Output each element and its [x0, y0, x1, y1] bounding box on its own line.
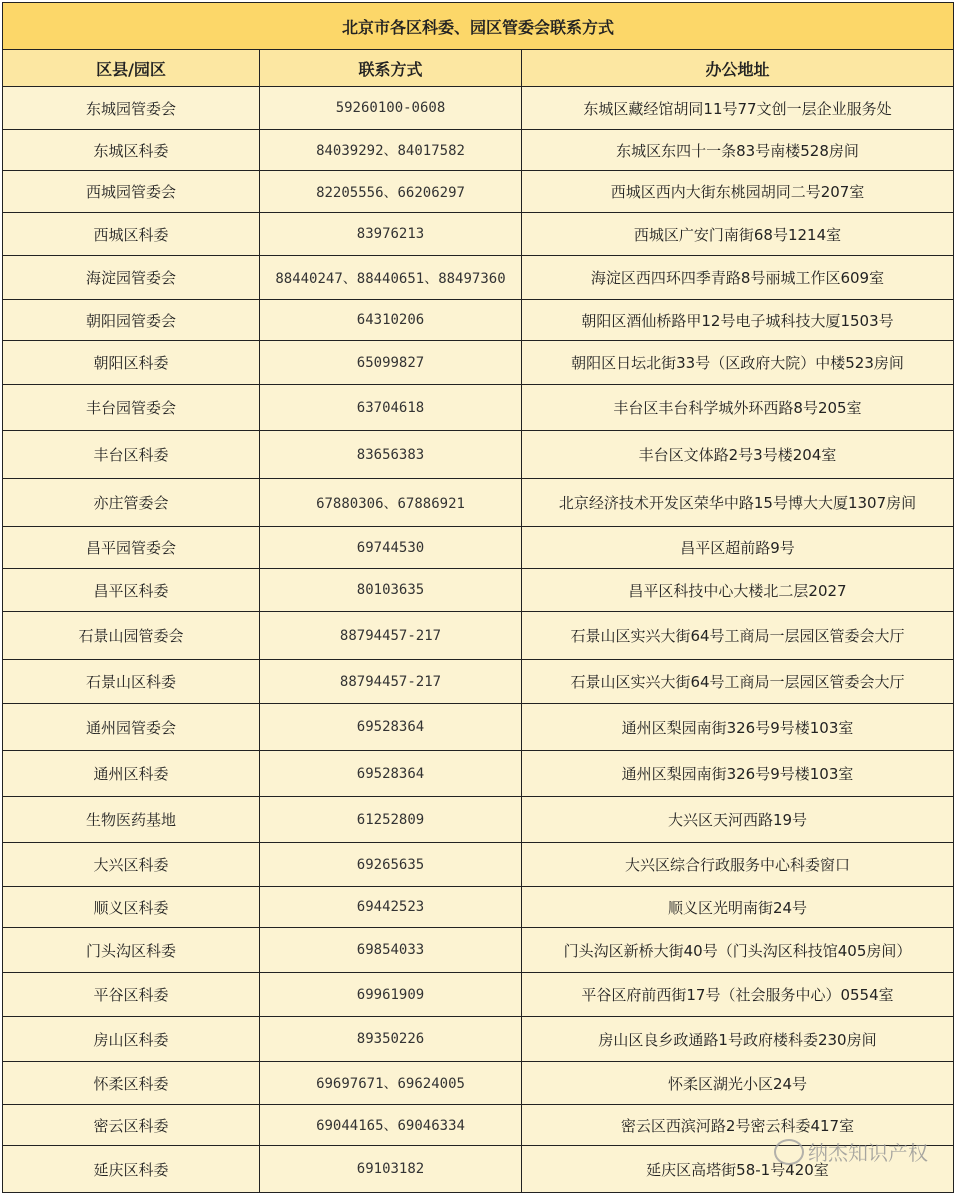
- table-row: [3, 431, 954, 479]
- phone-cell: 69265635: [260, 843, 522, 887]
- table-title: 北京市各区科委、园区管委会联系方式: [3, 3, 954, 50]
- district-cell: 昌平园管委会: [3, 527, 260, 569]
- phone-cell: 64310206: [260, 300, 522, 341]
- address-cell: 大兴区综合行政服务中心科委窗口: [522, 843, 954, 887]
- table-row: [3, 660, 954, 704]
- district-cell: 西城区科委: [3, 213, 260, 256]
- address-cell: 朝阳区酒仙桥路甲12号电子城科技大厦1503号: [522, 300, 954, 341]
- phone-cell: 63704618: [260, 385, 522, 431]
- contact-table-container: [2, 2, 953, 1193]
- district-cell: 石景山区科委: [3, 660, 260, 704]
- table-row: [3, 479, 954, 527]
- phone-cell: 61252809: [260, 797, 522, 843]
- address-cell: 丰台区文体路2号3号楼204室: [522, 431, 954, 479]
- header-district: 区县/园区: [3, 50, 260, 87]
- district-cell: 丰台园管委会: [3, 385, 260, 431]
- table-row: [3, 527, 954, 569]
- address-cell: 怀柔区湖光小区24号: [522, 1062, 954, 1105]
- phone-cell: 69854033: [260, 928, 522, 973]
- table-row: [3, 612, 954, 660]
- table-row: [3, 213, 954, 256]
- phone-cell: 69103182: [260, 1146, 522, 1193]
- address-cell: 平谷区府前西街17号（社会服务中心）0554室: [522, 973, 954, 1017]
- district-cell: 朝阳园管委会: [3, 300, 260, 341]
- watermark: [774, 1137, 928, 1166]
- table-row: [3, 300, 954, 341]
- table-row: [3, 751, 954, 797]
- district-cell: 海淀园管委会: [3, 256, 260, 300]
- district-cell: 亦庄管委会: [3, 479, 260, 527]
- district-cell: 西城园管委会: [3, 171, 260, 213]
- district-cell: 通州园管委会: [3, 704, 260, 751]
- table-row: [3, 1062, 954, 1105]
- table-row: [3, 704, 954, 751]
- address-cell: 东城区东四十一条83号南楼528房间: [522, 130, 954, 171]
- address-cell: 门头沟区新桥大街40号（门头沟区科技馆405房间）: [522, 928, 954, 973]
- phone-cell: 69442523: [260, 887, 522, 928]
- address-cell: 西城区西内大街东桃园胡同二号207室: [522, 171, 954, 213]
- phone-cell: 67880306、67886921: [260, 479, 522, 527]
- phone-cell: 69744530: [260, 527, 522, 569]
- district-cell: 房山区科委: [3, 1017, 260, 1062]
- table-body: [3, 87, 954, 1193]
- district-cell: 生物医药基地: [3, 797, 260, 843]
- address-cell: 海淀区西四环四季青路8号丽城工作区609室: [522, 256, 954, 300]
- phone-cell: 89350226: [260, 1017, 522, 1062]
- phone-cell: 65099827: [260, 341, 522, 385]
- address-cell: 西城区广安门南街68号1214室: [522, 213, 954, 256]
- phone-cell: 69961909: [260, 973, 522, 1017]
- address-cell: 朝阳区日坛北街33号（区政府大院）中楼523房间: [522, 341, 954, 385]
- phone-cell: 69697671、69624005: [260, 1062, 522, 1105]
- phone-cell: 88794457-217: [260, 660, 522, 704]
- address-cell: 丰台区丰台科学城外环西路8号205室: [522, 385, 954, 431]
- district-cell: 朝阳区科委: [3, 341, 260, 385]
- wechat-icon: [774, 1139, 804, 1165]
- address-cell: 通州区梨园南街326号9号楼103室: [522, 704, 954, 751]
- address-cell: 房山区良乡政通路1号政府楼科委230房间: [522, 1017, 954, 1062]
- phone-cell: 82205556、66206297: [260, 171, 522, 213]
- phone-cell: 84039292、84017582: [260, 130, 522, 171]
- district-cell: 大兴区科委: [3, 843, 260, 887]
- phone-cell: 69044165、69046334: [260, 1105, 522, 1146]
- watermark-text: 纳杰知识产权: [808, 1141, 928, 1165]
- phone-cell: 80103635: [260, 569, 522, 612]
- address-cell: 东城区藏经馆胡同11号77文创一层企业服务处: [522, 87, 954, 130]
- table-row: [3, 928, 954, 973]
- address-cell: 密云区西滨河路2号密云科委417室: [522, 1105, 954, 1146]
- district-cell: 东城区科委: [3, 130, 260, 171]
- header-contact: 联系方式: [260, 50, 522, 87]
- phone-cell: 59260100-0608: [260, 87, 522, 130]
- district-cell: 怀柔区科委: [3, 1062, 260, 1105]
- address-cell: 大兴区天河西路19号: [522, 797, 954, 843]
- district-cell: 平谷区科委: [3, 973, 260, 1017]
- address-cell: 石景山区实兴大街64号工商局一层园区管委会大厅: [522, 612, 954, 660]
- table-row: [3, 887, 954, 928]
- table-row: [3, 256, 954, 300]
- table-row: [3, 130, 954, 171]
- table-row: [3, 87, 954, 130]
- district-cell: 丰台区科委: [3, 431, 260, 479]
- phone-cell: 69528364: [260, 751, 522, 797]
- header-address: 办公地址: [522, 50, 954, 87]
- district-cell: 顺义区科委: [3, 887, 260, 928]
- table-row: [3, 341, 954, 385]
- address-cell: 北京经济技术开发区荣华中路15号博大大厦1307房间: [522, 479, 954, 527]
- district-cell: 通州区科委: [3, 751, 260, 797]
- phone-cell: 83976213: [260, 213, 522, 256]
- table-row: [3, 385, 954, 431]
- table-row: [3, 843, 954, 887]
- phone-cell: 88794457-217: [260, 612, 522, 660]
- phone-cell: 88440247、88440651、88497360: [260, 256, 522, 300]
- contact-table: [2, 2, 954, 1193]
- table-row: [3, 797, 954, 843]
- table-row: [3, 1017, 954, 1062]
- table-row: [3, 569, 954, 612]
- address-cell: 昌平区科技中心大楼北二层2027: [522, 569, 954, 612]
- table-row: [3, 171, 954, 213]
- district-cell: 延庆区科委: [3, 1146, 260, 1193]
- district-cell: 东城园管委会: [3, 87, 260, 130]
- district-cell: 昌平区科委: [3, 569, 260, 612]
- table-row: [3, 973, 954, 1017]
- phone-cell: 83656383: [260, 431, 522, 479]
- address-cell: 通州区梨园南街326号9号楼103室: [522, 751, 954, 797]
- phone-cell: 69528364: [260, 704, 522, 751]
- district-cell: 石景山园管委会: [3, 612, 260, 660]
- district-cell: 密云区科委: [3, 1105, 260, 1146]
- address-cell: 顺义区光明南街24号: [522, 887, 954, 928]
- district-cell: 门头沟区科委: [3, 928, 260, 973]
- address-cell: 昌平区超前路9号: [522, 527, 954, 569]
- address-cell: 延庆区高塔街58-1号420室: [522, 1146, 954, 1193]
- address-cell: 石景山区实兴大街64号工商局一层园区管委会大厅: [522, 660, 954, 704]
